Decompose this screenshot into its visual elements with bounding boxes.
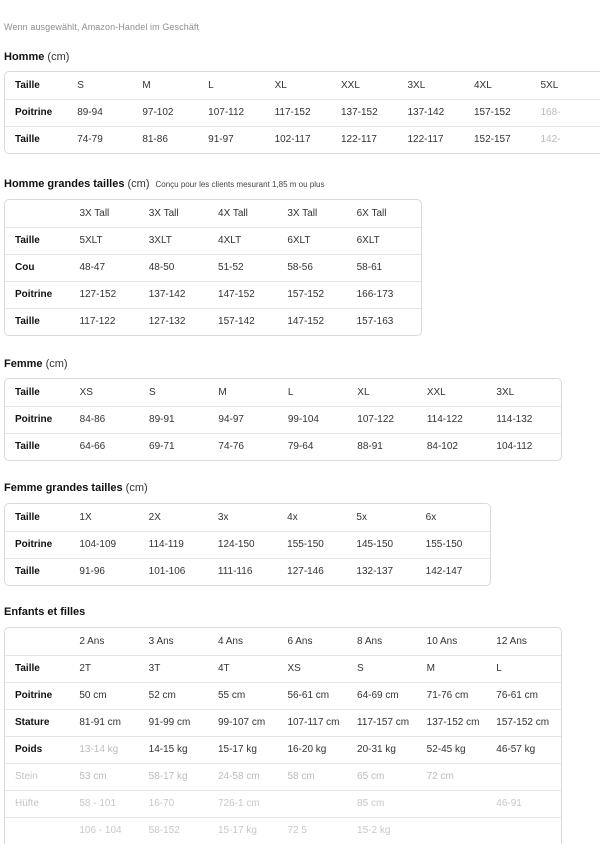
header-cell: 3 Ans: [144, 628, 213, 655]
cell: 142-: [540, 134, 561, 146]
cell: 91-97: [208, 134, 234, 146]
cell: [422, 790, 492, 817]
table-header-row: [5, 200, 421, 227]
cell: 107-117 cm: [282, 709, 352, 736]
cell: 88-91: [357, 441, 383, 453]
cell: 107-122: [352, 406, 422, 433]
header-caption: Wenn ausgewählt, Amazon-Handel im Geschäft: [4, 22, 200, 32]
header-cell: 4X Tall: [213, 200, 282, 227]
cell: 15-17 kg: [213, 736, 282, 763]
header-cell: 6X Tall: [352, 200, 421, 227]
cell: 127-146: [287, 566, 324, 578]
cell: 58 cm: [282, 763, 352, 790]
table-row: [5, 817, 561, 844]
cell: 51-52: [213, 254, 282, 281]
cell: 127-152: [74, 281, 143, 308]
cell: 65 cm: [352, 763, 422, 790]
cell: 6x: [421, 504, 490, 531]
table-row: [5, 126, 600, 153]
cell: 111-116: [217, 566, 253, 578]
row-label: Taille: [15, 441, 40, 453]
cell: 46-91: [491, 790, 561, 817]
cell: 48-50: [144, 254, 213, 281]
cell: 3XL: [402, 72, 469, 99]
cell: 132-137: [356, 566, 394, 578]
femme-title: Femme: [4, 358, 43, 370]
cell: 89-91: [144, 406, 213, 433]
enfants-title: Enfants et filles: [4, 606, 86, 618]
table-enfants: [4, 627, 562, 844]
cell: 137-152 cm: [422, 709, 492, 736]
cell: 81-91 cm: [74, 709, 143, 736]
table-row: [5, 558, 490, 585]
cell: 166-173: [352, 281, 421, 308]
cell: 58 - 101: [74, 790, 143, 817]
table-row: [5, 736, 561, 763]
cell: 726-1 cm: [213, 790, 282, 817]
cell: L: [491, 655, 561, 682]
header-cell: 3X Tall: [74, 200, 143, 227]
cell: 20-31 kg: [352, 736, 422, 763]
cell: 52 cm: [144, 682, 213, 709]
cell: 50 cm: [74, 682, 143, 709]
femme-grandes-title: Femme grandes tailles: [4, 482, 123, 494]
table-row: [5, 281, 421, 308]
table-row: [5, 227, 421, 254]
row-label: Poitrine: [5, 406, 75, 433]
cell: 99-107 cm: [213, 709, 282, 736]
cell: 74-76: [218, 441, 244, 453]
homme-grandes-title: Homme grandes tailles: [4, 178, 125, 190]
cell: 64-69 cm: [352, 682, 422, 709]
cell: 91-96: [79, 566, 105, 578]
cell: XS: [75, 379, 144, 406]
cell: 58-17 kg: [144, 763, 213, 790]
cell: [422, 817, 492, 844]
cell: 6XLT: [282, 227, 351, 254]
cell: 55 cm: [213, 682, 282, 709]
table-row: [5, 406, 561, 433]
row-label: Stature: [5, 709, 74, 736]
cell: 3XLT: [144, 227, 213, 254]
cell: 6XLT: [352, 227, 421, 254]
homme-title: Homme: [4, 51, 45, 63]
cell: 72 5: [287, 825, 307, 837]
cell: 89-94: [72, 99, 137, 126]
cell: XXL: [336, 72, 403, 99]
cell: 101-106: [148, 566, 186, 578]
cell: 157-142: [218, 316, 255, 328]
row-label: Poitrine: [5, 682, 74, 709]
cell: 127-132: [148, 316, 186, 328]
header-cell: [5, 628, 74, 655]
cell: 3x: [213, 504, 282, 531]
table-homme: [4, 71, 600, 154]
cell: 58-61: [352, 254, 421, 281]
cell: 168-: [535, 99, 600, 126]
homme-grandes-unit: (cm): [127, 178, 150, 190]
cell: 58-56: [282, 254, 351, 281]
cell: M: [137, 72, 203, 99]
cell: 5x: [351, 504, 420, 531]
row-label: Taille: [15, 134, 40, 146]
header-cell: 6 Ans: [282, 628, 352, 655]
cell: 147-152: [287, 316, 325, 328]
table-homme-grandes: [4, 199, 422, 336]
cell: L: [283, 379, 352, 406]
cell: XL: [270, 72, 336, 99]
cell: XS: [282, 655, 352, 682]
cell: 16-20 kg: [282, 736, 352, 763]
table-row: [5, 99, 600, 126]
cell: 155-150: [421, 531, 490, 558]
cell: 4x: [282, 504, 351, 531]
cell: XXL: [422, 379, 492, 406]
header-cell: 3X Tall: [144, 200, 213, 227]
cell: [491, 817, 561, 844]
femme-unit: (cm): [45, 358, 68, 370]
cell: 114-122: [422, 406, 492, 433]
cell: XL: [352, 379, 422, 406]
row-label: Taille: [15, 316, 40, 328]
cell: 124-150: [213, 531, 282, 558]
cell: 157-163: [356, 316, 394, 328]
cell: 155-150: [282, 531, 351, 558]
cell: 145-150: [351, 531, 420, 558]
cell: 137-142: [402, 99, 469, 126]
row-label: Poitrine: [5, 531, 74, 558]
row-label: Taille: [5, 655, 74, 682]
cell: 72 cm: [422, 763, 492, 790]
table-row: [5, 531, 490, 558]
cell: 84-102: [426, 441, 458, 453]
cell: 5XL: [535, 72, 600, 99]
cell: 74-79: [77, 134, 103, 146]
header-cell: 3X Tall: [282, 200, 351, 227]
cell: 64-66: [79, 441, 106, 453]
cell: 122-117: [340, 134, 377, 146]
header-cell: 8 Ans: [352, 628, 422, 655]
cell: S: [72, 72, 137, 99]
cell: 104-112: [496, 441, 533, 453]
cell: 142-147: [425, 566, 463, 578]
table-row: [5, 682, 561, 709]
row-label: Poitrine: [5, 99, 72, 126]
cell: 94-97: [213, 406, 282, 433]
cell: 4XLT: [213, 227, 282, 254]
cell: 46-57 kg: [491, 736, 561, 763]
table-row: [5, 709, 561, 736]
table-femme: [4, 378, 562, 461]
table-row: [5, 433, 561, 460]
cell: 1X: [74, 504, 143, 531]
row-label: Cou: [5, 254, 74, 281]
row-label: Hüfte: [5, 790, 74, 817]
row-label: [5, 817, 74, 844]
row-label: Taille: [5, 504, 74, 531]
cell: 3T: [144, 655, 213, 682]
cell: 48-47: [74, 254, 143, 281]
header-cell: 4 Ans: [213, 628, 282, 655]
cell: 99-104: [283, 406, 352, 433]
table-row: [5, 504, 490, 531]
cell: 15-2 kg: [357, 825, 391, 837]
row-label: Poids: [5, 736, 74, 763]
cell: 58-152: [148, 825, 180, 837]
cell: M: [213, 379, 282, 406]
header-cell: 12 Ans: [491, 628, 561, 655]
femme-grandes-unit: (cm): [125, 482, 148, 494]
cell: 114-119: [144, 531, 213, 558]
row-label: Taille: [15, 566, 40, 578]
cell: 16-70: [144, 790, 213, 817]
cell: 79-64: [287, 441, 314, 453]
section-title-homme: [4, 51, 69, 63]
cell: 52-45 kg: [422, 736, 492, 763]
cell: 147-152: [213, 281, 282, 308]
cell: 5XLT: [74, 227, 143, 254]
cell: 24-58 cm: [213, 763, 282, 790]
header-cell: 2 Ans: [74, 628, 143, 655]
cell: 71-76 cm: [422, 682, 492, 709]
section-title-enfants: [4, 606, 85, 618]
section-title-femme-grandes: [4, 482, 148, 494]
cell: 107-112: [203, 99, 269, 126]
cell: 3XL: [491, 379, 561, 406]
cell: 157-152: [282, 281, 351, 308]
table-row: [5, 254, 421, 281]
cell: 15-17 kg: [217, 825, 257, 837]
row-label: Poitrine: [5, 281, 74, 308]
table-row: [5, 655, 561, 682]
header-cell: [5, 200, 74, 227]
cell: 76-61 cm: [491, 682, 561, 709]
cell: 117-152: [270, 99, 336, 126]
cell: 53 cm: [74, 763, 143, 790]
cell: S: [352, 655, 422, 682]
cell: 122-117: [407, 134, 444, 146]
cell: 137-152: [336, 99, 403, 126]
row-label: Taille: [5, 227, 74, 254]
table-row: [5, 790, 561, 817]
cell: 102-117: [274, 134, 311, 146]
cell: [491, 763, 561, 790]
table-row: [5, 72, 600, 99]
section-title-femme: [4, 358, 68, 370]
cell: 13-14 kg: [74, 736, 143, 763]
cell: 117-157 cm: [352, 709, 422, 736]
cell: 157-152 cm: [491, 709, 561, 736]
cell: 2X: [144, 504, 213, 531]
section-title-homme-grandes: [4, 178, 324, 190]
row-label: Taille: [5, 379, 75, 406]
table-row: [5, 763, 561, 790]
cell: 104-109: [74, 531, 143, 558]
header-cell: 10 Ans: [422, 628, 492, 655]
cell: 97-102: [137, 99, 203, 126]
cell: 114-132: [491, 406, 561, 433]
cell: 69-71: [149, 441, 175, 453]
cell: 81-86: [142, 134, 168, 146]
cell: L: [203, 72, 269, 99]
cell: 106 - 104: [79, 825, 122, 837]
cell: 14-15 kg: [144, 736, 213, 763]
table-femme-grandes: [4, 503, 491, 586]
cell: 4T: [213, 655, 282, 682]
cell: 4XL: [469, 72, 536, 99]
row-label: Taille: [5, 72, 72, 99]
cell: 84-86: [75, 406, 144, 433]
table-row: [5, 308, 421, 335]
cell: 152-157: [473, 134, 511, 146]
cell: 137-142: [144, 281, 213, 308]
cell: S: [144, 379, 213, 406]
table-header-row: [5, 628, 561, 655]
cell: 117-122: [79, 316, 116, 328]
table-row: [5, 379, 561, 406]
cell: [282, 790, 352, 817]
cell: M: [422, 655, 492, 682]
row-label: Stein: [5, 763, 74, 790]
homme-grandes-note: Conçu pour les clients mesurant 1,85 m ou plus: [155, 180, 325, 189]
cell: 85 cm: [352, 790, 422, 817]
cell: 2T: [74, 655, 143, 682]
homme-unit: (cm): [47, 51, 70, 63]
cell: 157-152: [469, 99, 536, 126]
cell: 91-99 cm: [144, 709, 213, 736]
cell: 56-61 cm: [282, 682, 352, 709]
